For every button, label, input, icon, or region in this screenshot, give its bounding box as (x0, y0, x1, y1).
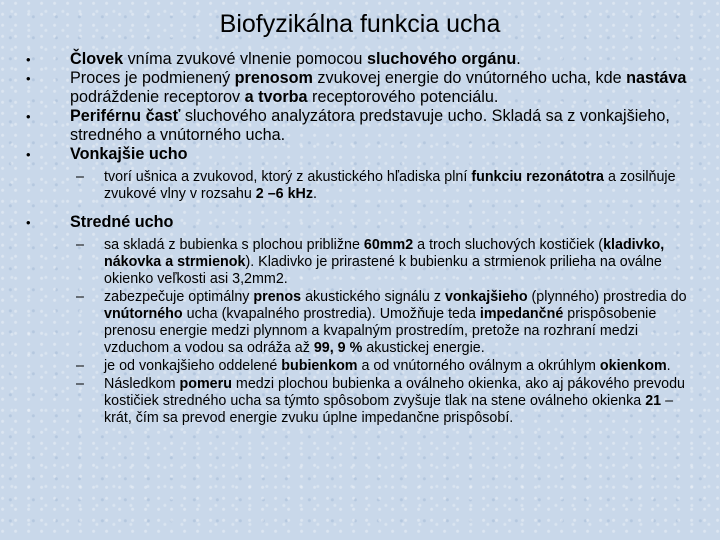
text-run: ucha (kvapalného prostredia). Umožňuje teda (182, 306, 480, 322)
text-run: zvukovej energie do vnútorného ucha, kde (312, 69, 627, 87)
bold-text: vnútorného (104, 306, 183, 322)
text-run: sluchového analyzátora predstavuje ucho. Skladá sa z vonkajšieho, stredného a vnútorného ucha. (70, 107, 670, 144)
bullet-item (26, 145, 696, 203)
text-run: vníma zvukové vlnenie pomocou (123, 50, 367, 68)
bold-text: prenos (253, 289, 302, 305)
bold-text: Vonkajšie ucho (70, 145, 188, 163)
text-run: akustickej energie. (362, 340, 485, 356)
bold-text: funkciu rezonátotra (471, 169, 604, 185)
bold-text: a tvorba (244, 88, 308, 106)
bullet-text (70, 69, 696, 107)
text-run: je od vonkajšieho oddelené (104, 358, 282, 374)
bold-text: sluchového orgánu (366, 50, 517, 68)
sub-bullet-item (72, 237, 696, 288)
bullet-text (70, 107, 696, 145)
bold-text: kladivko, nákovka a strmienok (104, 237, 665, 270)
text-run: a troch sluchových kostičiek ( (413, 237, 604, 253)
bullet-text (70, 213, 696, 232)
text-run: – krát, čím sa prevod energie zvuku úplne impedančne prispôsobí. (104, 393, 674, 426)
bold-text: bubienkom (281, 358, 358, 374)
sub-bullet-list (26, 169, 696, 203)
slide-title: Biofyzikálna funkcia ucha (219, 10, 501, 38)
bold-text: 2 –6 kHz (255, 186, 314, 202)
text-run: a zosilňuje zvukové vlny v rozsahu (104, 169, 676, 202)
text-run: zabezpečuje optimálny (104, 289, 254, 305)
bold-text: 99, 9 % (313, 340, 363, 356)
sub-bullet-item (72, 358, 696, 375)
bullet-item (26, 107, 696, 145)
bold-text: okienkom (599, 358, 667, 374)
text-run: . (313, 186, 317, 202)
bullet-list (26, 50, 696, 428)
bullet-text (70, 145, 696, 164)
bold-text: pomeru (179, 376, 232, 392)
text-run: Proces je podmienený (70, 69, 235, 87)
bullet-item (26, 213, 696, 427)
bold-text: impedančné (479, 306, 564, 322)
text-run: podráždenie receptorov (70, 88, 245, 106)
text-run: . (516, 50, 521, 68)
text-run: prispôsobenie prenosu energie medzi plynnom a kvapalným prostredím, pretože na rozhraní medzi vzduchom a vodou sa odráža až (104, 306, 657, 356)
bold-text: prenosom (234, 69, 313, 87)
bullet-text (70, 50, 696, 69)
text-run: medzi plochou bubienka a oválneho okienka, ako aj pákového prevodu kostičiek stredného ucha sa týmto spôsobom zvyšuje tlak na stene oválneho okienka (104, 376, 685, 409)
sub-bullet-item (72, 289, 696, 357)
text-run: ). Kladivko je prirastené k bubienku a strmienok prilieha na oválne okienko veľkosti asi 3,2mm2. (104, 254, 662, 287)
text-run: akustického signálu z (301, 289, 445, 305)
bold-text: Stredné ucho (70, 213, 174, 231)
bold-text: vonkajšieho (444, 289, 528, 305)
bullet-item (26, 69, 696, 107)
text-run: sa skladá z bubienka s plochou približne (104, 237, 364, 253)
bold-text: 60mm2 (363, 237, 414, 253)
bold-text: Periférnu časť (70, 107, 181, 125)
sub-bullet-list (26, 237, 696, 427)
sub-bullet-item (72, 169, 696, 203)
text-run: (plynného) prostredia do (527, 289, 687, 305)
bold-text: 21 (645, 393, 662, 409)
text-run: receptorového potenciálu. (307, 88, 499, 106)
text-run: . (666, 358, 671, 374)
bold-text: Človek (70, 50, 124, 68)
bullet-item (26, 50, 696, 69)
sub-bullet-item (72, 376, 696, 427)
bold-text: nastáva (626, 69, 687, 87)
text-run: tvorí ušnica a zvukovod, ktorý z akustického hľadiska plní (104, 169, 472, 185)
text-run: a od vnútorného oválnym a okrúhlym (357, 358, 600, 374)
text-run: Následkom (104, 376, 180, 392)
